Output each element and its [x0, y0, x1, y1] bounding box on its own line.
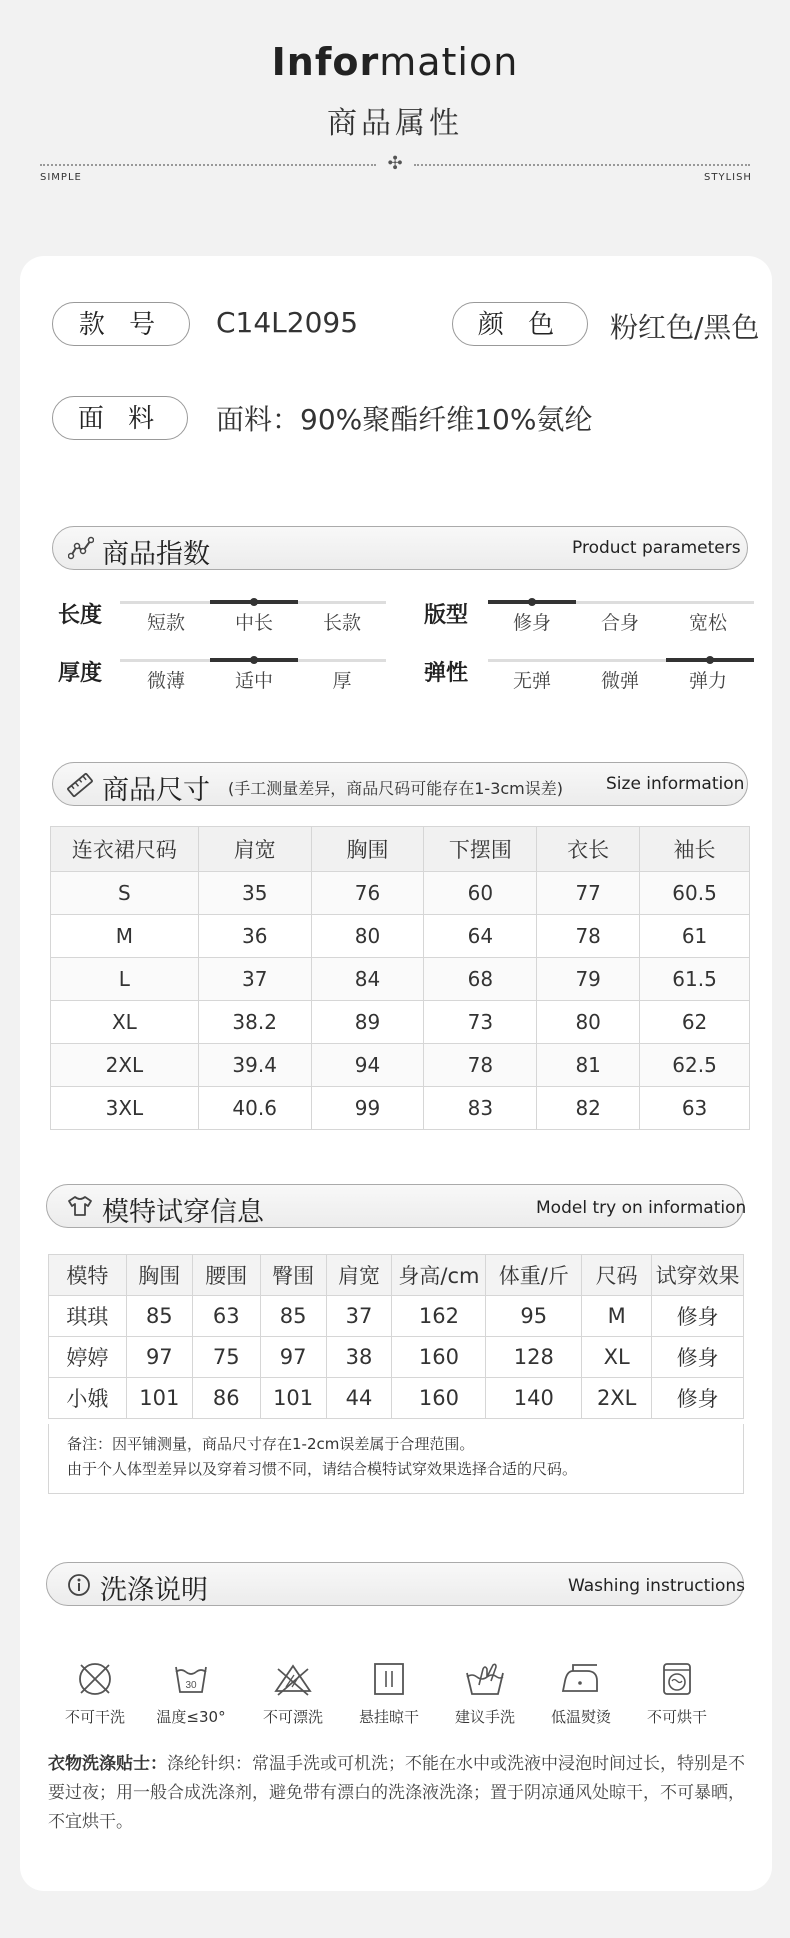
- index-option: 合身: [600, 612, 639, 634]
- size-cell: 84: [311, 958, 424, 1001]
- model-note-line1: 备注：因平铺测量，商品尺寸存在1-2cm误差属于合理范围。: [67, 1435, 475, 1453]
- size-cell: 64: [424, 915, 537, 958]
- model-section-en: Model try on information: [536, 1198, 747, 1218]
- wash-section-en: Washing instructions: [568, 1576, 746, 1596]
- model-cell: 38: [326, 1337, 392, 1378]
- model-cell: 2XL: [582, 1378, 652, 1419]
- index-section-en: Product parameters: [572, 538, 741, 558]
- size-header-cell: 肩宽: [198, 827, 311, 872]
- index-option: 中长: [234, 612, 273, 634]
- trend-icon: [68, 536, 94, 560]
- index-section-title: 商品指数: [102, 539, 210, 570]
- model-cell: 85: [126, 1296, 192, 1337]
- wash-item: [344, 1656, 434, 1727]
- model-note: [48, 1424, 744, 1494]
- cross-ornament-icon: ✣: [387, 153, 403, 174]
- title-bold: Infor: [271, 40, 380, 84]
- size-cell: 73: [424, 1001, 537, 1044]
- ruler-icon: [66, 772, 94, 798]
- index-option: 适中: [234, 670, 273, 692]
- size-cell: 62: [640, 1001, 750, 1044]
- size-cell: 68: [424, 958, 537, 1001]
- index-option: 宽松: [688, 612, 727, 634]
- model-header-cell: 体重/斤: [486, 1255, 582, 1296]
- index-marker: [706, 656, 714, 664]
- model-header-cell: 尺码: [582, 1255, 652, 1296]
- model-cell: 85: [260, 1296, 326, 1337]
- model-header-cell: 肩宽: [326, 1255, 392, 1296]
- model-header-cell: 腰围: [192, 1255, 260, 1296]
- model-cell: XL: [582, 1337, 652, 1378]
- index-label-elasticity: 弹性: [424, 661, 469, 686]
- wash-temp-badge: 30: [185, 1680, 197, 1691]
- fabric-value: 面料：90%聚酯纤维10%氨纶: [216, 403, 593, 436]
- wash-label: 建议手洗: [454, 1708, 515, 1726]
- size-cell: 79: [537, 958, 640, 1001]
- wash-label: 不可干洗: [64, 1708, 125, 1726]
- wash-label: 低温熨烫: [550, 1708, 611, 1726]
- model-cell: 97: [260, 1337, 326, 1378]
- model-cell: 162: [392, 1296, 486, 1337]
- size-cell: 80: [311, 915, 424, 958]
- size-cell: 82: [537, 1087, 640, 1130]
- wash-item: [440, 1656, 530, 1727]
- model-cell: 44: [326, 1378, 392, 1419]
- size-cell: 78: [424, 1044, 537, 1087]
- model-cell: 86: [192, 1378, 260, 1419]
- page-subtitle: 商品属性: [327, 106, 463, 141]
- model-cell: 琪琪: [49, 1296, 127, 1337]
- size-cell: 89: [311, 1001, 424, 1044]
- size-section-note: (手工测量差异，商品尺码可能存在1-3cm误差): [228, 779, 564, 798]
- model-cell: 37: [326, 1296, 392, 1337]
- size-cell: 61: [640, 915, 750, 958]
- size-cell: 60.5: [640, 872, 750, 915]
- index-label-thickness: 厚度: [58, 661, 103, 686]
- size-section-en: Size information: [606, 774, 745, 794]
- no-bleach-icon: [272, 1659, 314, 1699]
- model-cell: 75: [192, 1337, 260, 1378]
- page-title: [0, 40, 790, 84]
- size-header-cell: 袖长: [640, 827, 750, 872]
- size-cell: S: [51, 872, 199, 915]
- model-cell: 修身: [652, 1296, 744, 1337]
- model-cell: M: [582, 1296, 652, 1337]
- wash-item: [536, 1656, 626, 1727]
- index-option: 厚: [332, 670, 352, 692]
- size-cell: 81: [537, 1044, 640, 1087]
- color-label: 颜 色: [452, 302, 588, 346]
- washing-tip-title: 衣物洗涤贴士：: [48, 1754, 167, 1774]
- wash-30-icon: [171, 1659, 211, 1699]
- model-cell: 小娥: [49, 1378, 127, 1419]
- size-table: [50, 826, 750, 1130]
- size-header-cell: 衣长: [537, 827, 640, 872]
- model-cell: 97: [126, 1337, 192, 1378]
- size-cell: 2XL: [51, 1044, 199, 1087]
- size-cell: 78: [537, 915, 640, 958]
- model-cell: 修身: [652, 1378, 744, 1419]
- model-header-cell: 身高/cm: [392, 1255, 486, 1296]
- wash-item: [146, 1656, 236, 1727]
- table-row: [49, 1378, 744, 1419]
- model-header-cell: 试穿效果: [652, 1255, 744, 1296]
- model-header-cell: 臀围: [260, 1255, 326, 1296]
- index-option: 长款: [322, 612, 361, 634]
- model-cell: 101: [260, 1378, 326, 1419]
- index-label-length: 长度: [58, 603, 103, 628]
- size-cell: 35: [198, 872, 311, 915]
- size-table-header: [51, 827, 750, 872]
- index-option: 短款: [146, 612, 185, 634]
- model-section-title: 模特试穿信息: [102, 1197, 264, 1228]
- wash-section-title: 洗涤说明: [100, 1575, 208, 1606]
- size-cell: 63: [640, 1087, 750, 1130]
- size-header-cell: 胸围: [311, 827, 424, 872]
- model-cell: 128: [486, 1337, 582, 1378]
- index-marker: [528, 598, 536, 606]
- size-header-cell: 连衣裙尺码: [51, 827, 199, 872]
- size-cell: 83: [424, 1087, 537, 1130]
- size-cell: L: [51, 958, 199, 1001]
- fabric-label: 面 料: [52, 396, 188, 440]
- table-row: [51, 958, 750, 1001]
- table-row: [49, 1337, 744, 1378]
- model-cell: 160: [392, 1337, 486, 1378]
- color-value: 粉红色/黑色: [610, 311, 760, 344]
- size-cell: 39.4: [198, 1044, 311, 1087]
- index-marker: [250, 598, 258, 606]
- table-row: [51, 1087, 750, 1130]
- wash-item: [50, 1656, 140, 1727]
- size-cell: 37: [198, 958, 311, 1001]
- index-label-fit: 版型: [424, 603, 469, 628]
- index-option: 弹力: [688, 670, 727, 692]
- tshirt-icon: [66, 1194, 94, 1218]
- index-option: 修身: [512, 612, 551, 634]
- washing-tip-body: 涤纶针织：常温手洗或可机洗；不能在水中或洗液中浸泡时间过长，特别是不要过夜；用一般合成洗涤剂，避免带有漂白的洗涤液洗涤；置于阴凉通风处晾干，不可暴晒，不宜烘干。: [48, 1754, 745, 1832]
- hang-dry-icon: [369, 1659, 409, 1699]
- size-section-title: 商品尺寸: [102, 775, 210, 806]
- size-cell: 40.6: [198, 1087, 311, 1130]
- size-cell: XL: [51, 1001, 199, 1044]
- divider-left: [40, 164, 376, 166]
- info-icon: [66, 1572, 92, 1598]
- size-cell: 76: [311, 872, 424, 915]
- table-row: [51, 1001, 750, 1044]
- stylish-tag: STYLISH: [704, 172, 752, 183]
- wash-label: 不可漂洗: [262, 1708, 323, 1726]
- wash-item: [248, 1656, 338, 1727]
- divider-right: [414, 164, 750, 166]
- washing-tip: [48, 1750, 750, 1837]
- model-header-cell: 胸围: [126, 1255, 192, 1296]
- table-row: [51, 1044, 750, 1087]
- size-cell: 99: [311, 1087, 424, 1130]
- index-option: 微弹: [600, 670, 639, 692]
- style-label: 款 号: [52, 302, 190, 346]
- model-note-line2: 由于个人体型差异以及穿着习惯不同，请结合模特试穿效果选择合适的尺码。: [67, 1460, 578, 1478]
- model-header-cell: 模特: [49, 1255, 127, 1296]
- size-header-cell: 下摆围: [424, 827, 537, 872]
- model-cell: 160: [392, 1378, 486, 1419]
- table-row: [49, 1296, 744, 1337]
- index-option: 微薄: [146, 670, 185, 692]
- index-option: 无弹: [512, 670, 551, 692]
- size-cell: M: [51, 915, 199, 958]
- size-cell: 3XL: [51, 1087, 199, 1130]
- no-tumble-dry-icon: [657, 1659, 697, 1699]
- hand-wash-icon: [463, 1659, 507, 1699]
- size-cell: 60: [424, 872, 537, 915]
- size-cell: 80: [537, 1001, 640, 1044]
- model-table-header: [49, 1255, 744, 1296]
- index-marker: [250, 656, 258, 664]
- model-cell: 140: [486, 1378, 582, 1419]
- size-cell: 77: [537, 872, 640, 915]
- table-row: [51, 872, 750, 915]
- model-cell: 婷婷: [49, 1337, 127, 1378]
- no-dry-clean-icon: [75, 1659, 115, 1699]
- model-cell: 修身: [652, 1337, 744, 1378]
- model-cell: 63: [192, 1296, 260, 1337]
- model-cell: 95: [486, 1296, 582, 1337]
- low-iron-icon: [559, 1659, 603, 1699]
- size-cell: 62.5: [640, 1044, 750, 1087]
- simple-tag: SIMPLE: [40, 172, 82, 183]
- wash-label: 不可烘干: [646, 1708, 707, 1726]
- wash-label: 悬挂晾干: [358, 1708, 419, 1726]
- model-cell: 101: [126, 1378, 192, 1419]
- size-cell: 36: [198, 915, 311, 958]
- size-cell: 38.2: [198, 1001, 311, 1044]
- model-table: [48, 1254, 744, 1419]
- table-row: [51, 915, 750, 958]
- wash-label: 温度≤30°: [156, 1708, 226, 1726]
- style-value: C14L2095: [216, 306, 359, 339]
- wash-item: [632, 1656, 722, 1727]
- title-light: mation: [379, 40, 519, 84]
- size-cell: 94: [311, 1044, 424, 1087]
- size-cell: 61.5: [640, 958, 750, 1001]
